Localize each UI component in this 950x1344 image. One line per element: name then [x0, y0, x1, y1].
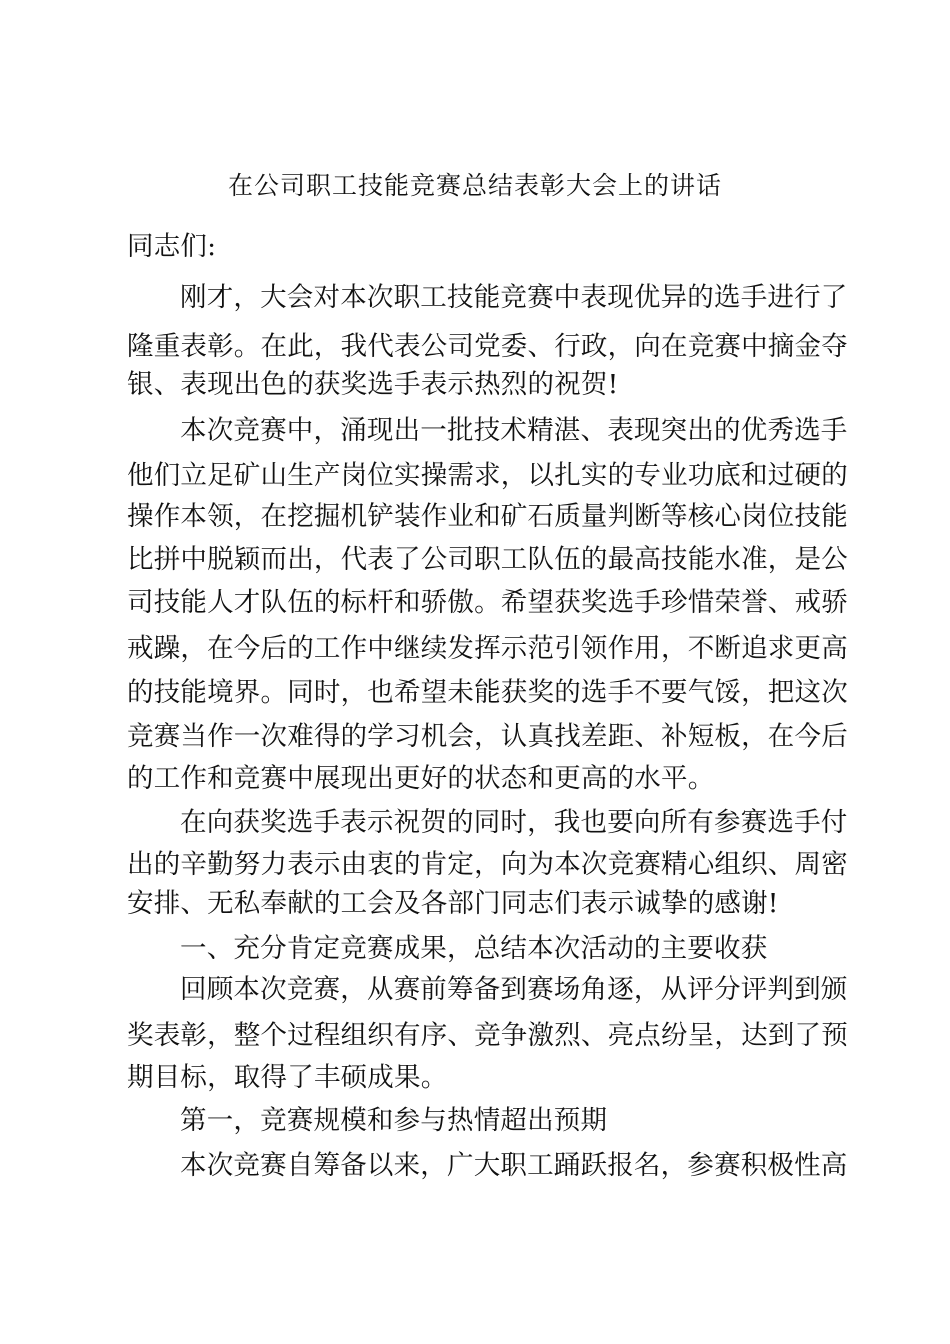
paragraph-line: 他们立足矿山生产岗位实操需求，以扎实的专业功底和过硬的: [127, 460, 848, 491]
paragraph-line: 刚才，大会对本次职工技能竞赛中表现优异的选手进行了: [180, 282, 848, 313]
paragraph-line: 出的辛勤努力表示由衷的肯定，向为本次竞赛精心组织、周密: [127, 849, 848, 880]
paragraph-line: 隆重表彰。在此，我代表公司党委、行政，向在竞赛中摘金夺: [127, 331, 848, 362]
salutation: 同志们:: [127, 231, 217, 262]
paragraph-line: 安排、无私奉献的工会及各部门同志们表示诚挚的感谢!: [127, 888, 779, 919]
paragraph-line: 在向获奖选手表示祝贺的同时，我也要向所有参赛选手付: [180, 807, 848, 838]
section-heading: 一、充分肯定竞赛成果，总结本次活动的主要收获: [180, 933, 768, 964]
paragraph-line: 的技能境界。同时，也希望未能获奖的选手不要气馁，把这次: [127, 677, 848, 708]
paragraph-line: 本次竞赛中，涌现出一批技术精湛、表现突出的优秀选手: [180, 415, 848, 446]
paragraph-line: 期目标，取得了丰硕成果。: [127, 1062, 448, 1093]
paragraph-line: 戒躁，在今后的工作中继续发挥示范引领作用，不断追求更高: [127, 633, 848, 664]
paragraph-line: 银、表现出色的获奖选手表示热烈的祝贺!: [127, 369, 619, 400]
document-title: 在公司职工技能竞赛总结表彰大会上的讲话: [227, 171, 722, 200]
subsection-heading: 第一，竞赛规模和参与热情超出预期: [180, 1105, 608, 1136]
paragraph-line: 比拼中脱颖而出，代表了公司职工队伍的最高技能水准，是公: [127, 544, 848, 575]
paragraph-line: 司技能人才队伍的标杆和骄傲。希望获奖选手珍惜荣誉、戒骄: [127, 587, 848, 618]
paragraph-line: 竞赛当作一次难得的学习机会，认真找差距、补短板，在今后: [127, 721, 848, 752]
paragraph-line: 的工作和竞赛中展现出更好的状态和更高的水平。: [127, 763, 715, 794]
paragraph-line: 本次竞赛自筹备以来，广大职工踊跃报名，参赛积极性高: [180, 1150, 848, 1181]
paragraph-line: 回顾本次竞赛，从赛前筹备到赛场角逐，从评分评判到颁: [180, 974, 848, 1005]
paragraph-line: 奖表彰，整个过程组织有序、竞争激烈、亮点纷呈，达到了预: [127, 1020, 848, 1051]
paragraph-line: 操作本领，在挖掘机铲装作业和矿石质量判断等核心岗位技能: [127, 501, 848, 532]
